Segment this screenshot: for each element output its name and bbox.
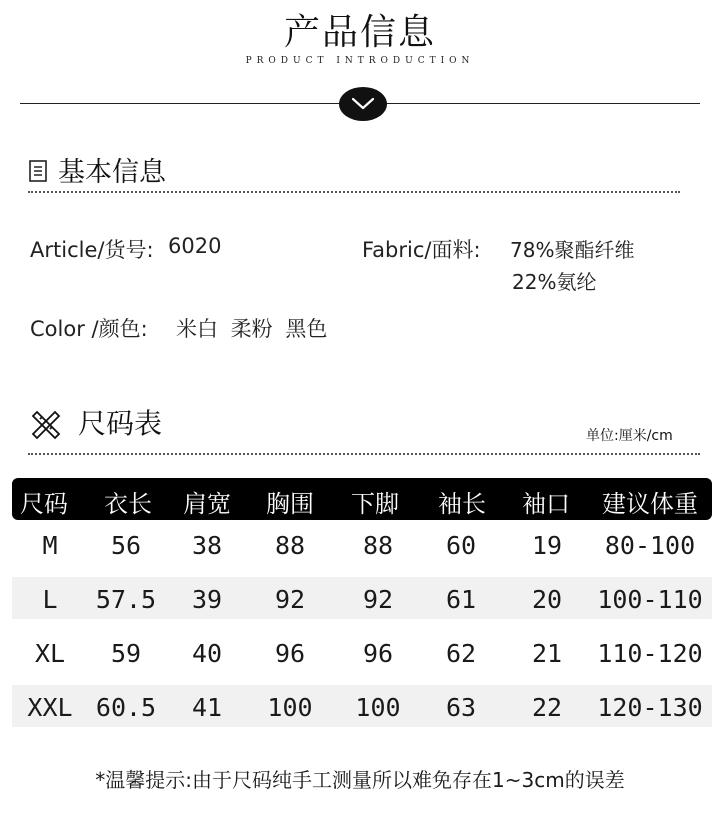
cell-sleeve-length: 62 bbox=[445, 639, 477, 668]
cell-length: 59 bbox=[110, 639, 142, 668]
fabric-line-2: 22%氨纶 bbox=[512, 270, 597, 294]
cell-weight: 120-130 bbox=[597, 693, 703, 722]
cell-cuff: 22 bbox=[531, 693, 563, 722]
header-hem: 下脚 bbox=[351, 490, 399, 518]
page-subtitle: PRODUCT INTRODUCTION bbox=[245, 56, 475, 66]
header-weight: 建议体重 bbox=[602, 490, 698, 518]
header-shoulder: 肩宽 bbox=[183, 490, 231, 518]
cell-hem: 92 bbox=[362, 585, 394, 614]
header-length: 衣长 bbox=[104, 490, 152, 518]
cell-cuff: 21 bbox=[531, 639, 563, 668]
page-title: 产品信息 bbox=[283, 12, 436, 53]
chevron-down-icon bbox=[350, 96, 376, 112]
cell-sleeve-length: 60 bbox=[445, 531, 477, 560]
cell-hem: 88 bbox=[362, 531, 394, 560]
cell-shoulder: 39 bbox=[191, 585, 223, 614]
article-label: Article/货号: bbox=[30, 238, 154, 262]
cell-length: 60.5 bbox=[95, 693, 157, 722]
cell-weight: 100-110 bbox=[597, 585, 703, 614]
header-cuff: 袖口 bbox=[522, 490, 570, 518]
cell-size: XXL bbox=[27, 693, 73, 722]
size-chart-title: 尺码表 bbox=[78, 407, 163, 440]
cell-shoulder: 41 bbox=[191, 693, 223, 722]
header-chest: 胸围 bbox=[266, 490, 314, 518]
basic-info-title: 基本信息 bbox=[58, 157, 166, 188]
cell-sleeve-length: 61 bbox=[445, 585, 477, 614]
document-list-icon bbox=[29, 160, 47, 182]
article-value: 6020 bbox=[168, 234, 222, 258]
cell-size: L bbox=[42, 585, 58, 614]
cell-weight: 110-120 bbox=[597, 639, 703, 668]
header-size: 尺码 bbox=[20, 490, 68, 518]
cell-cuff: 20 bbox=[531, 585, 563, 614]
basic-info-dotted-divider bbox=[28, 191, 680, 193]
cell-length: 56 bbox=[110, 531, 142, 560]
size-chart-dotted-divider bbox=[28, 453, 700, 455]
color-values: 米白 柔粉 黑色 bbox=[176, 317, 328, 341]
cell-hem: 96 bbox=[362, 639, 394, 668]
unit-label: 单位:厘米/cm bbox=[586, 428, 673, 444]
cell-cuff: 19 bbox=[531, 531, 563, 560]
cell-shoulder: 38 bbox=[191, 531, 223, 560]
fabric-line-1: 78%聚酯纤维 bbox=[510, 238, 635, 262]
chevron-badge bbox=[339, 87, 387, 121]
cell-size: M bbox=[42, 531, 58, 560]
cell-chest: 100 bbox=[267, 693, 313, 722]
fabric-label: Fabric/面料: bbox=[362, 238, 481, 262]
cell-chest: 92 bbox=[274, 585, 306, 614]
cell-weight: 80-100 bbox=[604, 531, 696, 560]
cell-chest: 96 bbox=[274, 639, 306, 668]
cell-shoulder: 40 bbox=[191, 639, 223, 668]
color-label: Color /颜色: bbox=[30, 317, 148, 341]
cell-hem: 100 bbox=[355, 693, 401, 722]
cell-sleeve-length: 63 bbox=[445, 693, 477, 722]
header-sleeve-length: 袖长 bbox=[438, 490, 486, 518]
measurement-note: *温馨提示:由于尺码纯手工测量所以难免存在1~3cm的误差 bbox=[95, 768, 625, 792]
cell-length: 57.5 bbox=[95, 585, 157, 614]
ruler-cross-icon bbox=[30, 409, 62, 441]
cell-chest: 88 bbox=[274, 531, 306, 560]
cell-size: XL bbox=[34, 639, 66, 668]
